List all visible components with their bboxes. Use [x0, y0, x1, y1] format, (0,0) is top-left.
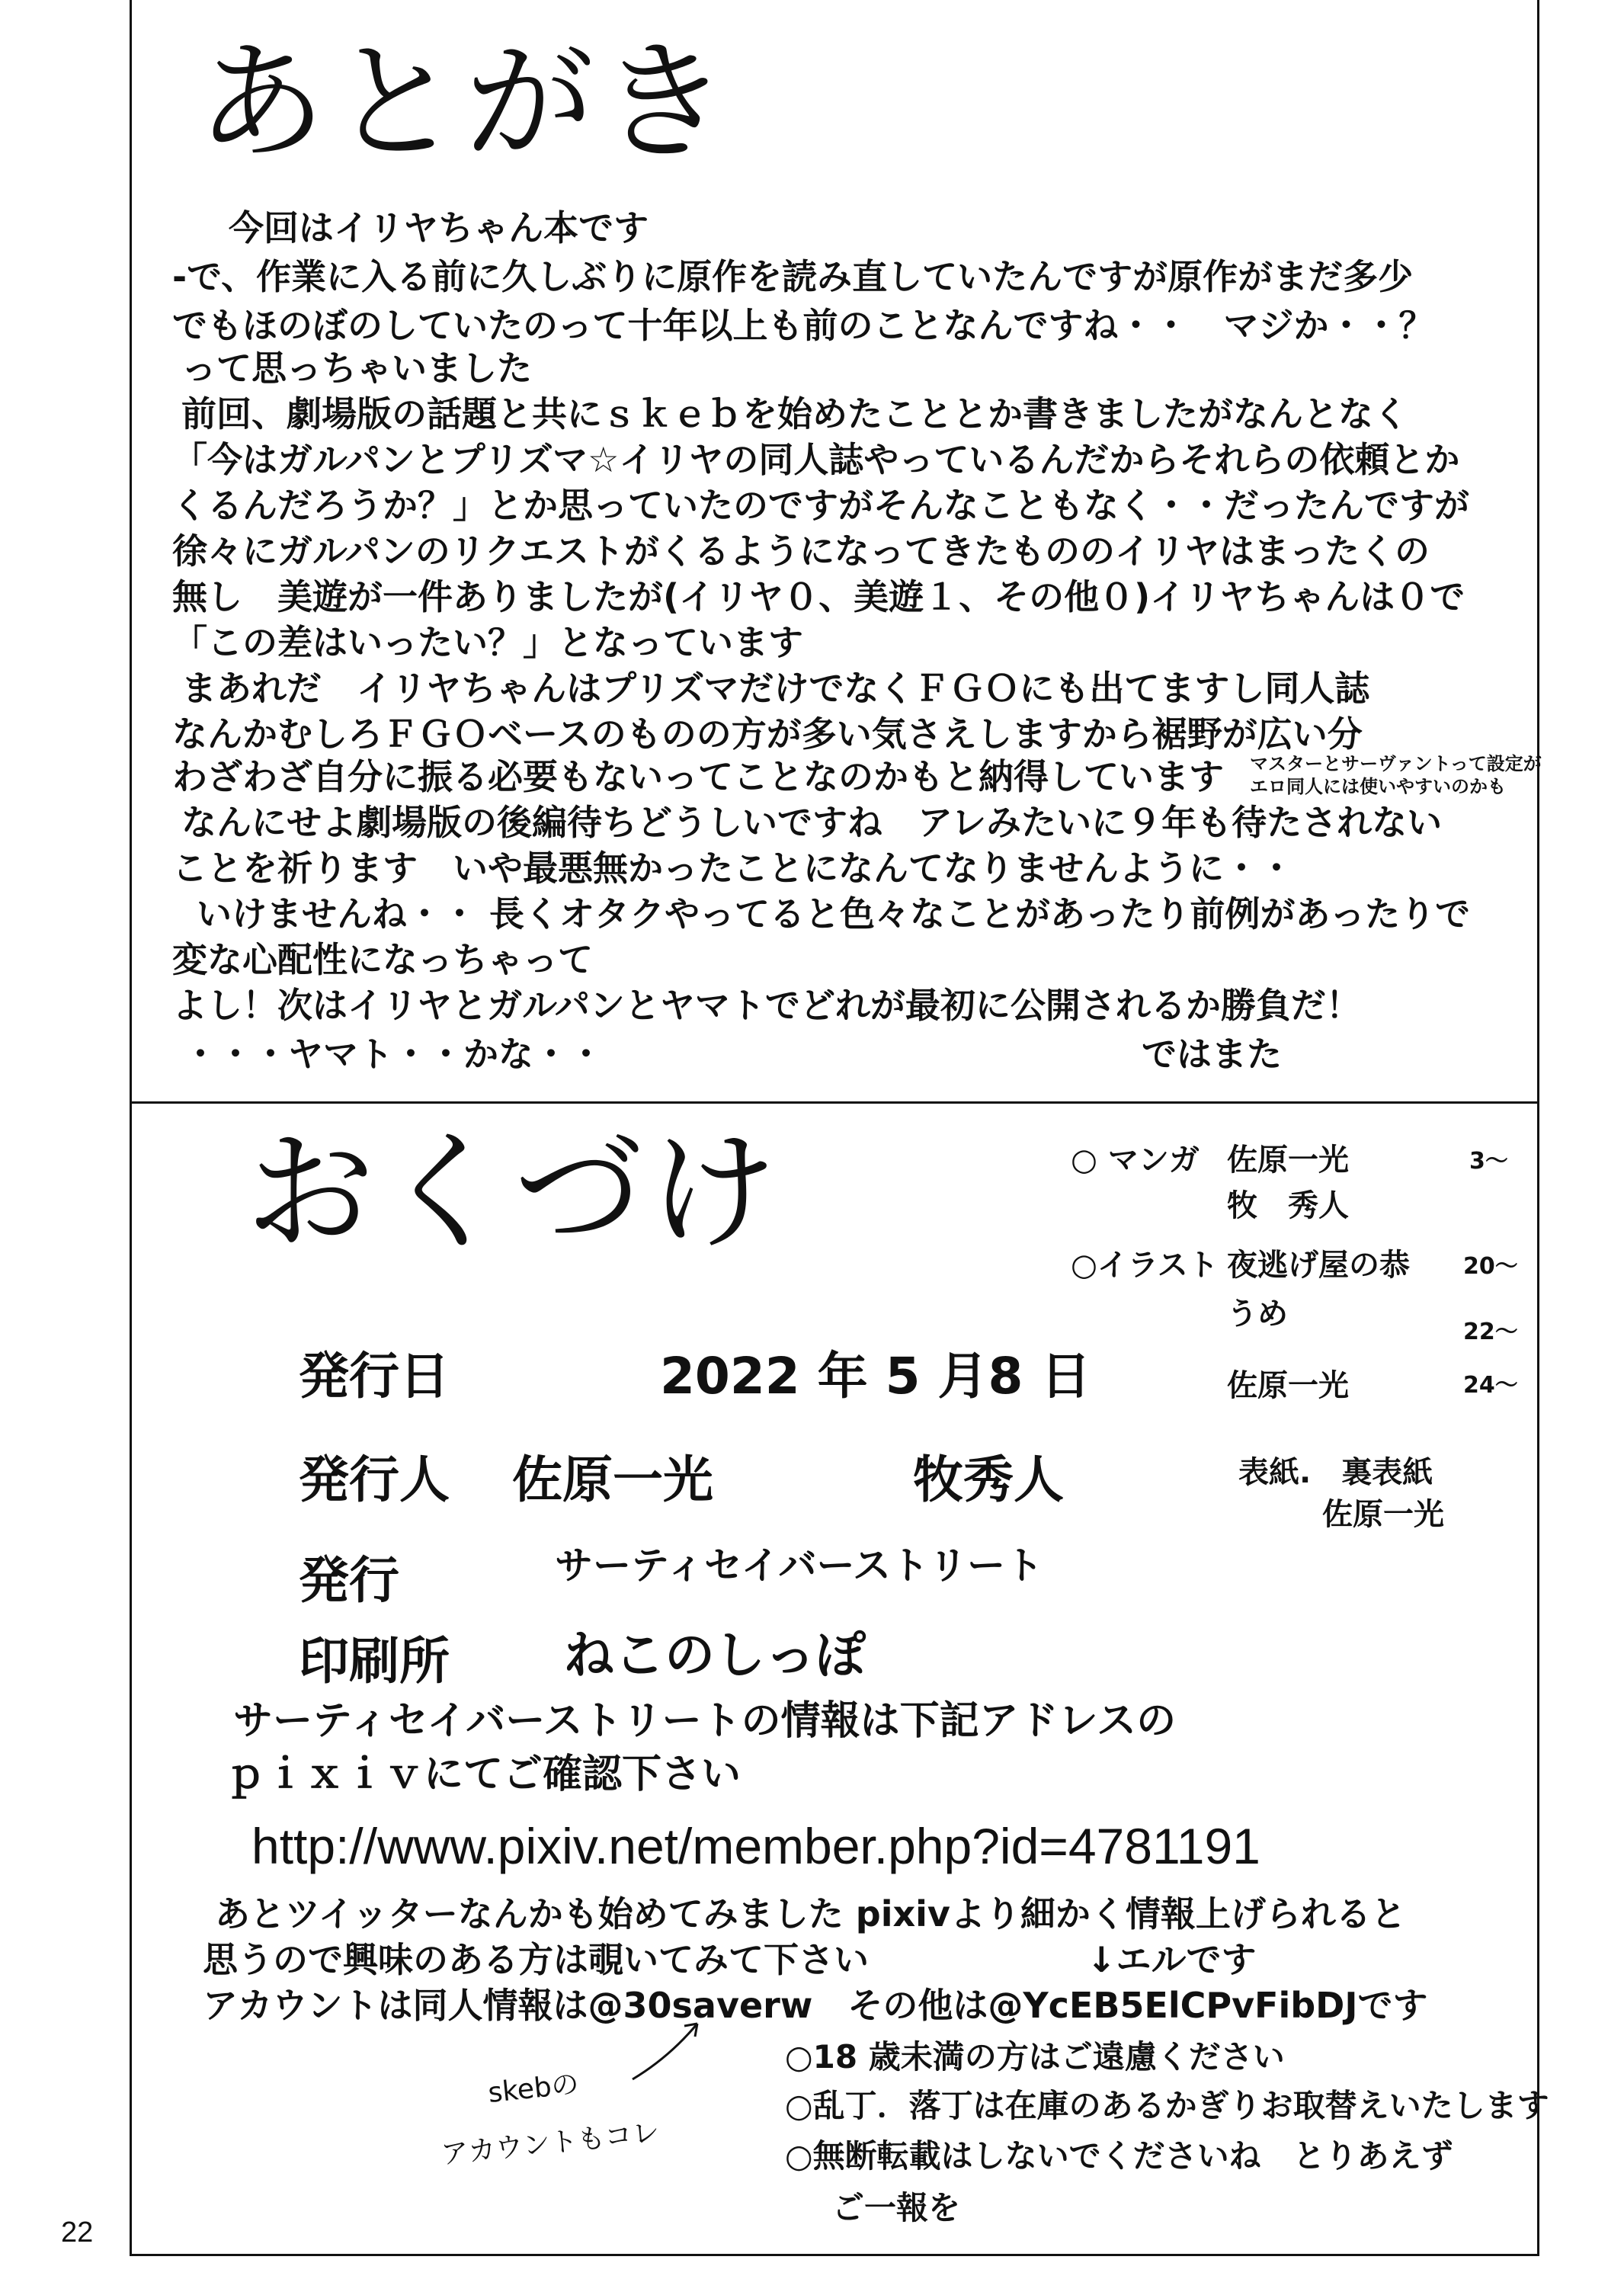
issue-date-value: 2022 年 5 月8 日: [660, 1347, 1091, 1406]
afterword-line: くるんだろうか？」とか思っていたのですがそんなこともなく・・だったんですが: [172, 485, 1469, 526]
afterword-line: って思っちゃいました: [181, 348, 532, 389]
credit-illust-artist: 夜逃げ屋の恭: [1227, 1248, 1410, 1283]
afterword-line: なんにせよ劇場版の後編待ちどうしいですね アレみたいに９年も待たされない: [181, 802, 1443, 843]
afterword-line: よし！次はイリヤとガルパンとヤマトでどれが最初に公開されるか勝負だ！: [172, 985, 1361, 1026]
twitter-line: 思うので興味のある方は覗いてみて下さい: [203, 1939, 869, 1980]
afterword-side-note: マスターとサーヴァントって設定が: [1250, 753, 1542, 774]
afterword-line: わざわざ自分に振る必要もないってことなのかもと納得しています: [172, 756, 1224, 797]
publisher-label: 発行: [299, 1551, 399, 1610]
afterword-line: 変な心配性になっちゃって: [172, 939, 593, 980]
afterword-line: -で、作業に入る前に久しぶりに原作を読み直していたんですが原作がまだ多少: [172, 256, 1414, 297]
afterword-line: なんかむしろＦＧＯベースのものの方が多い気さえしますから裾野が広い分: [172, 713, 1363, 755]
credit-manga-page: 3～: [1469, 1148, 1508, 1175]
credit-illust-page: 24～: [1463, 1372, 1518, 1399]
page-number: 22: [61, 2216, 94, 2249]
notice-line: ○無断転載はしないでくださいね とりあえず: [785, 2137, 1453, 2175]
credit-illust-artist: うめ: [1227, 1297, 1288, 1332]
afterword-line: まあれだ イリヤちゃんはプリズマだけでなくＦＧＯにも出てますし同人誌: [181, 668, 1370, 709]
credit-illust-artist: 佐原一光: [1227, 1368, 1349, 1403]
publisher-person-1: 佐原一光: [512, 1450, 713, 1509]
colophon-title: おくづけ: [245, 1117, 783, 1268]
afterword-line: 今回はイリヤちゃん本です: [229, 207, 649, 248]
afterword-line: 徐々にガルパンのリクエストがくるようになってきたもののイリヤはまったくの: [172, 530, 1430, 572]
publisher-person-label: 発行人: [299, 1450, 450, 1509]
twitter-arrow-note: ↓エルです: [1087, 1939, 1257, 1980]
section-divider: [130, 1101, 1539, 1104]
issue-date-label: 発行日: [299, 1347, 450, 1406]
credit-illust-label: ○イラスト: [1071, 1248, 1219, 1283]
credit-illust-page: 22～: [1463, 1319, 1518, 1345]
afterword-line: でもほのぼのしていたのって十年以上も前のことなんですね・・ マジか・・？: [172, 305, 1434, 346]
afterword-line: 「今はガルパンとプリズマ☆イリヤの同人誌やっているんだからそれらの依頼とか: [172, 439, 1460, 480]
afterword-line: 「この差はいったい？」となっています: [172, 622, 803, 663]
afterword-sign-off: ではまた: [1142, 1034, 1282, 1075]
handwritten-note: アカウントもコレ: [439, 2117, 661, 2171]
credit-cover-label: 表紙. 裏表紙: [1238, 1455, 1433, 1490]
printer-value: ねこのしっぽ: [564, 1626, 866, 1684]
notice-line: ○乱丁．落丁は在庫のあるかぎりお取替えいたします: [785, 2087, 1549, 2124]
credit-illust-page: 20～: [1463, 1253, 1518, 1280]
publisher-value: サーティセイバーストリート: [555, 1543, 1043, 1588]
twitter-line: アカウントは同人情報は@30saverw その他は@YcEB5ElCPvFibDJです: [203, 1985, 1428, 2026]
pixiv-url[interactable]: http://www.pixiv.net/member.php?id=4781191: [251, 1818, 1260, 1874]
credit-cover-artist: 佐原一光: [1322, 1497, 1444, 1532]
info-line: ｐｉｘｉｖにてご確認下さい: [226, 1752, 742, 1797]
afterword-side-note: エロ同人には使いやすいのかも: [1250, 776, 1506, 797]
credit-manga-artist: 佐原一光: [1227, 1143, 1349, 1178]
afterword-title: あとがき: [197, 27, 734, 178]
afterword-line: 無し 美遊が一件ありましたが(イリヤ０、美遊１、その他０)イリヤちゃんは０で: [172, 576, 1465, 617]
handwritten-arrow-icon: [625, 2012, 716, 2088]
notice-line: ○18 歳未満の方はご遠慮ください: [785, 2038, 1285, 2075]
afterword-line: いけませんね・・ 長くオタクやってると色々なことがあったり前例があったりで: [197, 893, 1471, 934]
notice-line: ご一報を: [832, 2189, 961, 2226]
afterword-line: ことを祈ります いや最悪無かったことになんてなりませんように・・: [172, 848, 1294, 889]
twitter-line: あとツイッターなんかも始めてみました pixivより細かく情報上げられると: [215, 1893, 1406, 1934]
printer-label: 印刷所: [299, 1632, 450, 1691]
afterword-line: 前回、劇場版の話題と共にｓｋｅｂを始めたこととか書きましたがなんとなく: [181, 393, 1408, 434]
handwritten-note: skebの: [486, 2068, 581, 2110]
credit-manga-artist: 牧 秀人: [1227, 1188, 1349, 1223]
publisher-person-2: 牧秀人: [913, 1450, 1064, 1509]
afterword-line: ・・・ヤマト・・かな・・: [183, 1034, 604, 1075]
info-line: サーティセイバーストリートの情報は下記アドレスの: [233, 1698, 1177, 1744]
credit-manga-label: ○ マンガ: [1071, 1143, 1200, 1178]
